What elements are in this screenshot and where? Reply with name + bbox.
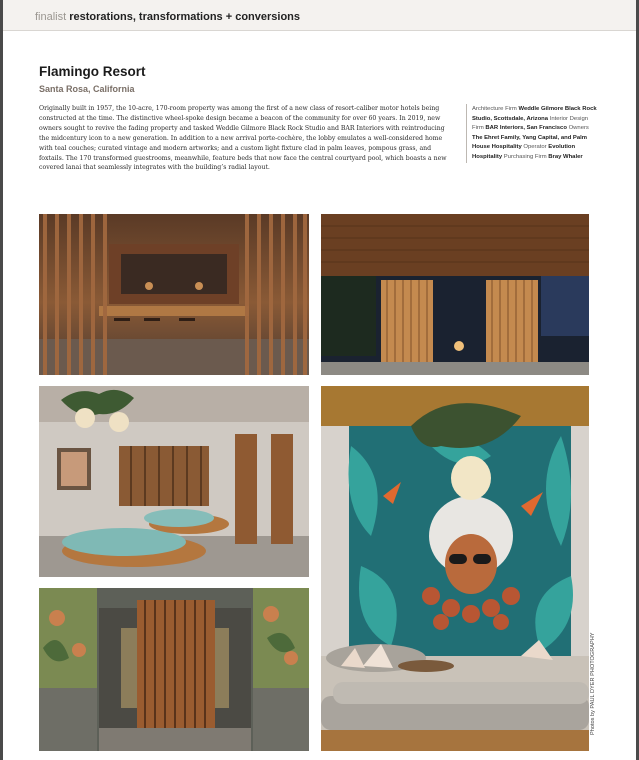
credit-role: Interior Design Firm [472,115,588,132]
article-title: Flamingo Resort [39,64,146,79]
photo-jungle-wallpaper-corridor [39,588,309,751]
photo-lobby-lounge-teal-sofa [39,386,309,577]
photo-mural-lounge [321,386,589,751]
credit-role: Owners [568,125,589,132]
section-label-prefix: finalist [35,11,67,23]
photo-credit: Photos by PAUL DYER PHOTOGRAPHY [590,632,596,735]
magazine-page [3,0,636,760]
section-header-band [3,0,636,31]
article-location: Santa Rosa, California [39,84,135,94]
photo-porte-cochere-night [321,214,589,375]
credit-name: Evolution Hospitality [472,144,576,160]
photo-lobby-slat-screen [39,214,309,375]
project-credits [466,104,597,163]
credit-name: Weddle Gilmore Black Rock Studio, Scottsdale, Arizona [472,106,597,122]
credit-name: The Ehret Family, Yang Capital, and Palm House Hospitality [472,134,588,151]
credit-name: Bray Whaler [548,153,583,160]
credit-role: Purchasing Firm [503,153,549,160]
section-label [35,11,300,23]
credit-role: Architecture Firm [472,106,519,112]
credit-name: BAR Interiors, San Francisco [485,125,569,132]
section-label-main: restorations, transformations + conversions [69,11,301,23]
article-body: Originally built in 1957, the 10-acre, 170-room property was among the first of a new class of resort-caliber motor hotels being constructed at the time. The distinctive wheel-spoke design became a beacon of the community for over 60 years. In 2019, new owners sought to revive the fading property and tasked Weddle Gilmore Black Rock Studio and BAR Interiors with reintroducing the midcentury icon to a new generation. In addition to a new arrival porte-cochère, the lobby emulates a well-considered home with teal couches; curated vintage and modern artworks; and a custom light fixture clad in palm leaves, pompous grass, and foxtails. The 170 transformed guestrooms, meanwhile, feature beds that now face the central courtyard pool, which boasts a new covered lanai that seamlessly integrates with the building’s radial layout. [39,105,447,172]
credit-role: Operator [523,144,549,151]
